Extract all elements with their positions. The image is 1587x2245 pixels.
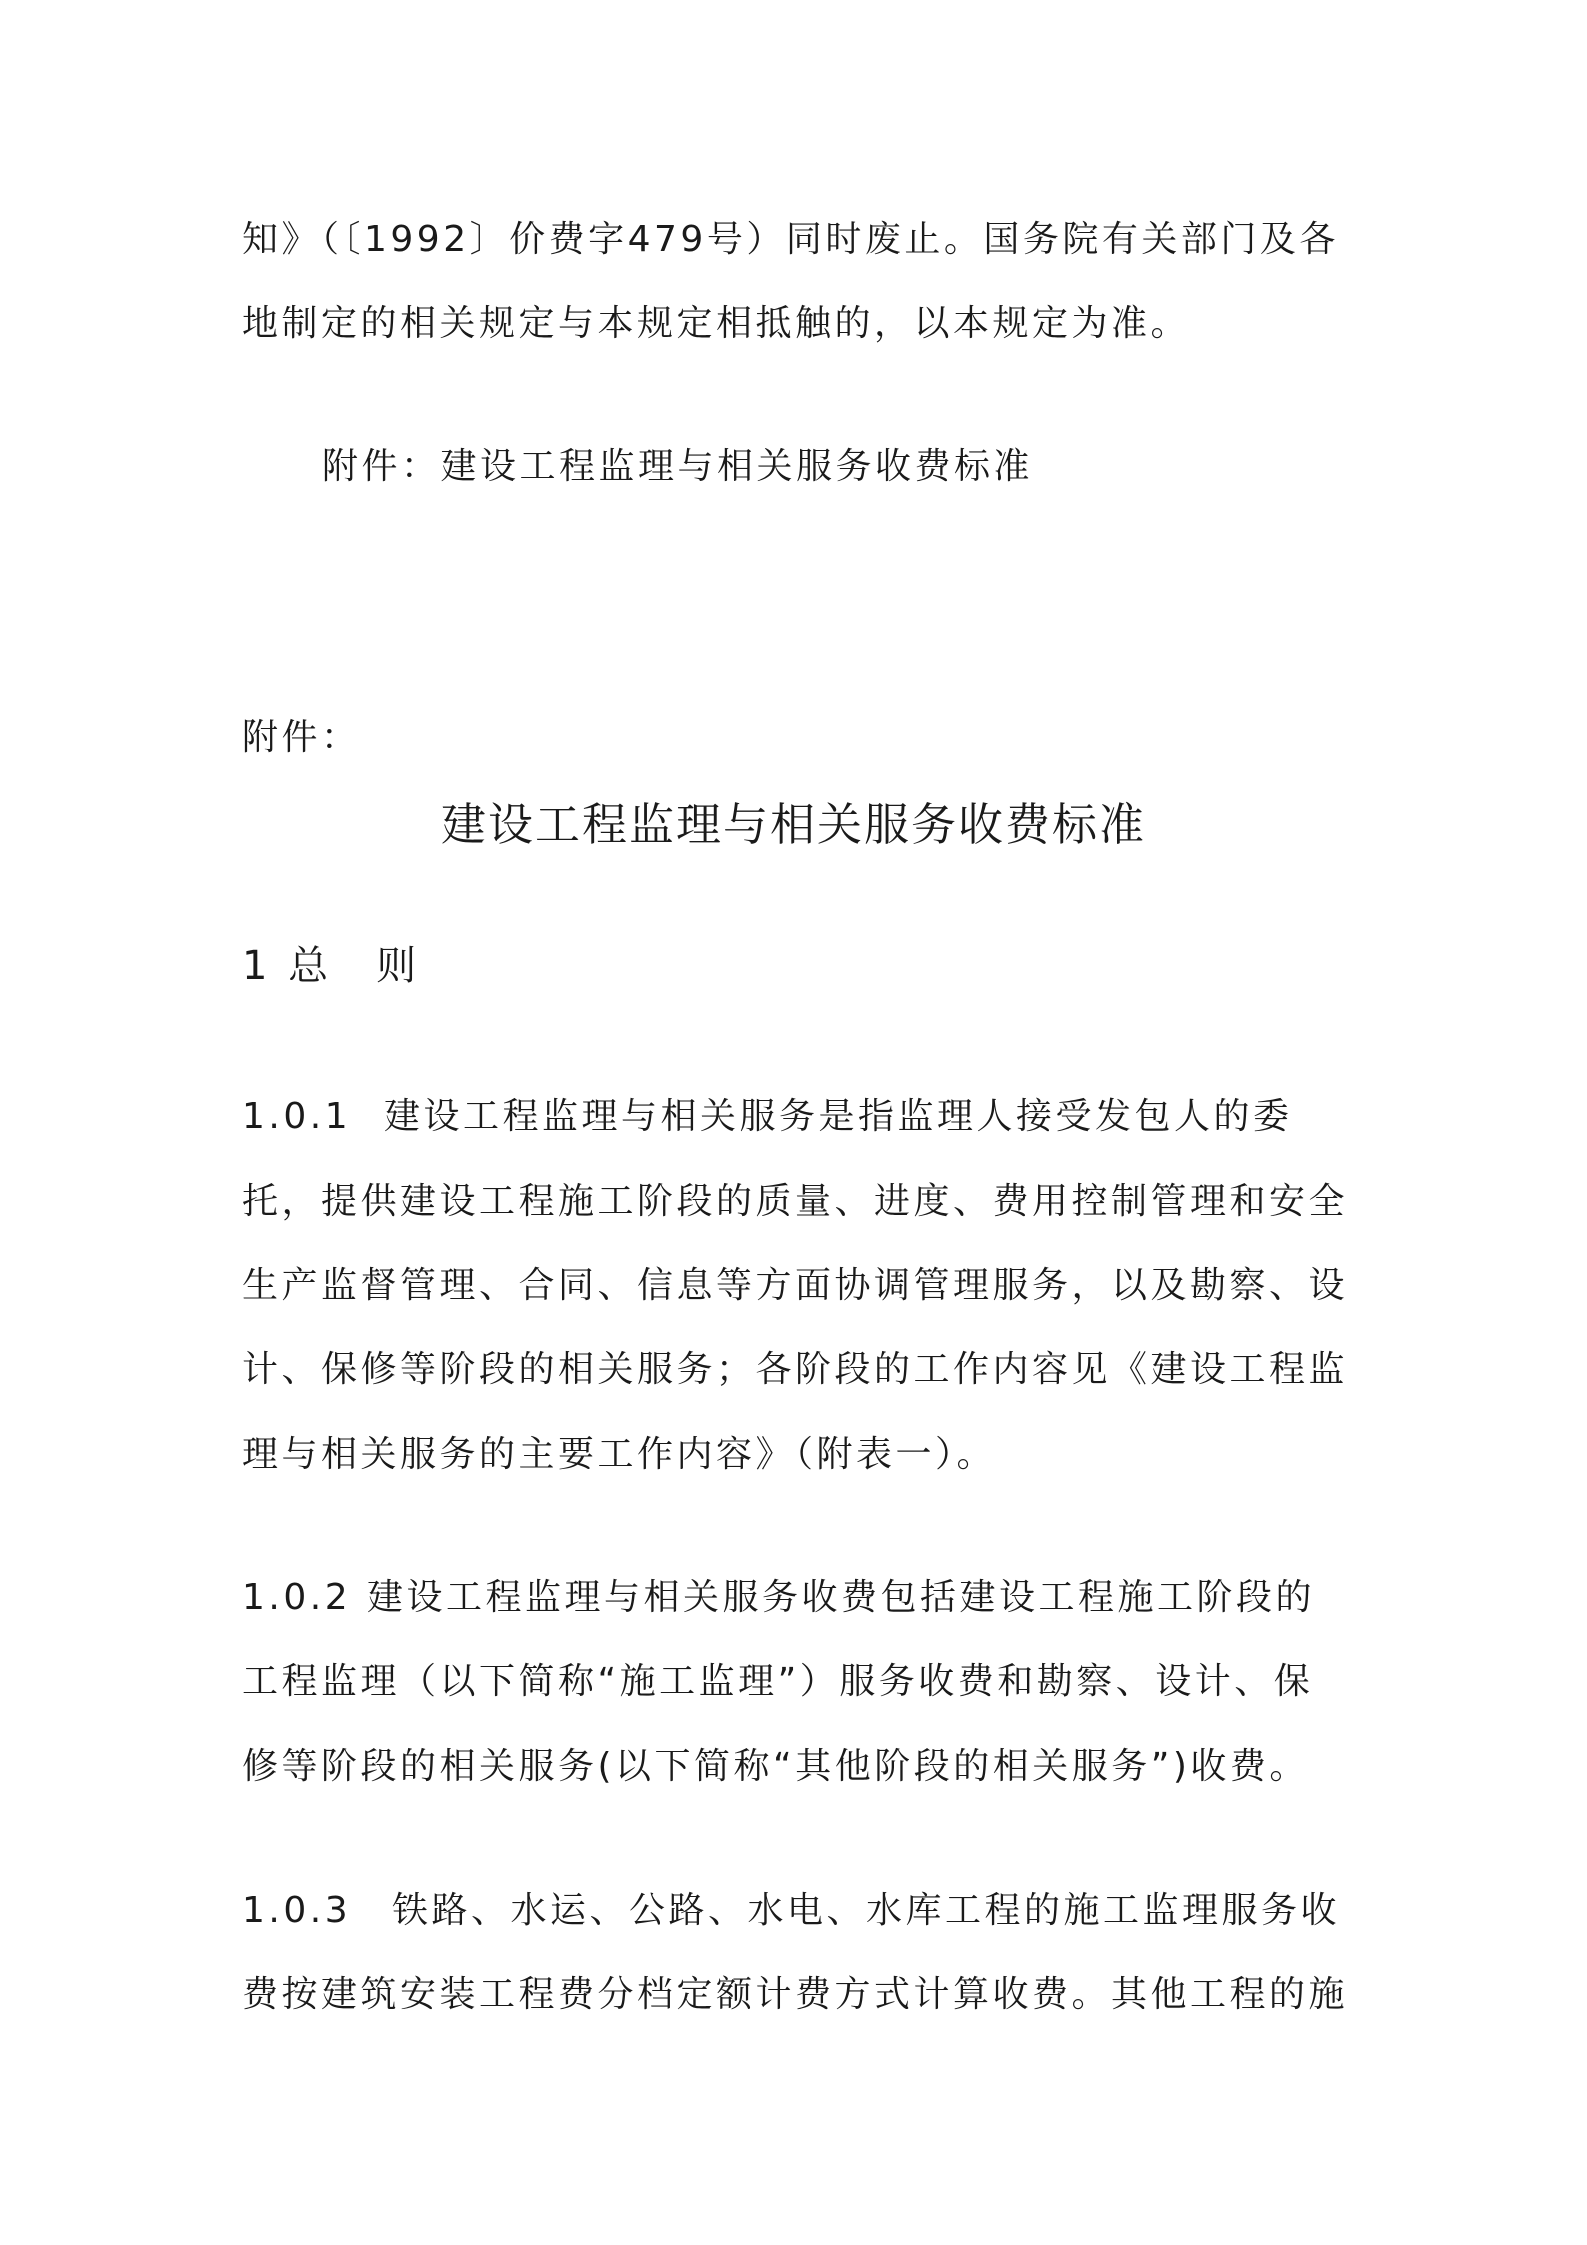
section-1-0-1-line-3: 生产监督管理、合同、信息等方面协调管理服务，以及勘察、设 (242, 1265, 1349, 1306)
section-1-0-1-line-4: 计、保修等阶段的相关服务；各阶段的工作内容见《建设工程监 (242, 1349, 1349, 1390)
section-number: 1.0.3 (242, 1890, 352, 1931)
intro-line-1: 知》（〔1992〕价费字479号）同时废止。国务院有关部门及各 (242, 219, 1339, 260)
section-1-0-3-line-1 (242, 1887, 1362, 1935)
section-1-0-1-line-5: 理与相关服务的主要工作内容》（附表一）。 (242, 1434, 997, 1475)
section-1-0-1-line-1 (242, 1093, 1362, 1141)
section-1-0-1-line-2: 托，提供建设工程施工阶段的质量、进度、费用控制管理和安全 (242, 1181, 1349, 1222)
section-text: 建设工程监理与相关服务是指监理人接受发包人的委 (384, 1096, 1293, 1137)
section-text: 铁路、水运、公路、水电、水库工程的施工监理服务收 (392, 1890, 1341, 1931)
section-number: 1.0.2 (242, 1577, 352, 1618)
chapter-heading: 1 总 则 (242, 943, 421, 989)
section-number: 1.0.1 (242, 1096, 352, 1137)
intro-line-2: 地制定的相关规定与本规定相抵触的，以本规定为准。 (242, 303, 1191, 344)
attachment-label: 附件： (242, 717, 361, 758)
section-1-0-2-line-2: 工程监理（以下简称“施工监理”）服务收费和勘察、设计、保 (242, 1661, 1314, 1702)
section-1-0-2-line-3: 修等阶段的相关服务(以下简称“其他阶段的相关服务”)收费。 (242, 1746, 1309, 1787)
section-1-0-2-line-1 (242, 1574, 1362, 1622)
section-text: 建设工程监理与相关服务收费包括建设工程施工阶段的 (367, 1577, 1316, 1618)
document-title: 建设工程监理与相关服务收费标准 (440, 798, 1146, 851)
section-1-0-3-line-2: 费按建筑安装工程费分档定额计费方式计算收费。其他工程的施 (242, 1974, 1349, 2015)
attachment-note: 附件：建设工程监理与相关服务收费标准 (322, 446, 1034, 487)
